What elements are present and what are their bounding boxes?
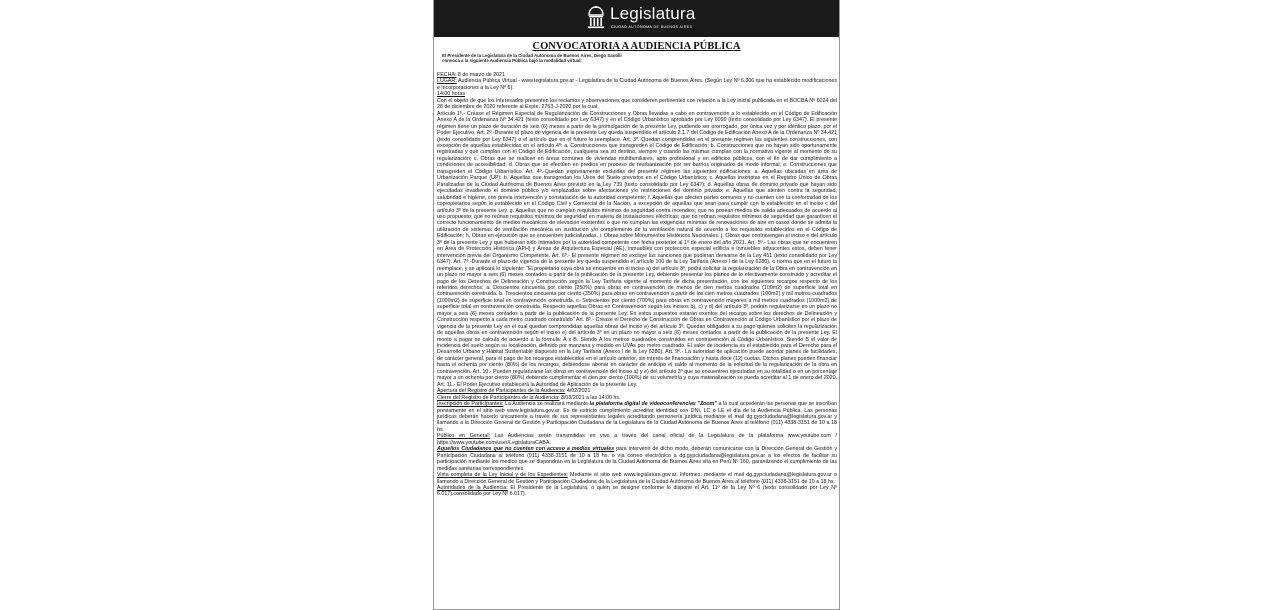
header-banner — [434, 0, 839, 37]
objeto-paragraph: Con el objeto de que los interesados presenten los reclamos y observaciones que consideren pertinentes con relación a la Ley inicial publicada en el BOCBA Nº 6024 del 28 de diciembre de 2020 referente al Expte. 2763-J-2020 por la cual: — [437, 97, 837, 111]
sin-acceso-paragraph — [437, 446, 837, 472]
inscripcion-label: Inscripción de Participantes: — [437, 401, 504, 408]
vista-paragraph — [437, 472, 837, 485]
document-title: CONVOCATORIA A AUDIENCIA PÚBLICA — [532, 41, 741, 52]
logo-wordmark: Legislatura — [610, 4, 696, 23]
lugar-label: LUGAR: — [437, 78, 457, 85]
logo-subtitle: CIUDAD AUTÓNOMA DE BUENOS AIRES — [611, 25, 693, 29]
apertura-label: Apertura del Registro de Participantes de la Audiencia: — [437, 388, 566, 395]
lugar-value: Audiencia Pública Virtual - www.legislatura.gov.ar - Legislatura de la Ciudad Autónoma de Buenos Aires. (Según Ley Nº 6.306 que ha establecido modificaciones e incorporaciones a la Ley Nº 6). — [437, 78, 837, 91]
vista-value: Mediante el sitio web www.legislatura.gov.ar. Informes: mediante el mail dg.gypciudadana@legislatura.gov.ar o llamando a Dirección General de Gestión y Participación Ciudadana de la Legislatura de la Ciudad Autónoma de Buenos Aires al teléfono (011) 4338-3151 de 10 a 18 hs. — [437, 472, 837, 485]
legislature-building-icon — [587, 6, 605, 30]
articulado-paragraph: Artículo 1º.- Créase el Régimen Especial de Regularización de Construcciones y Obras llevadas a cabo en contravención a lo establecido en el Código de Edificación Anexo A de la Ordenanza Nº 34.421 (texto consolidado por Ley 6347) y en el Código Urbanístico aprobado por Ley 6099 (texto consolidado por Ley 6347). El presente régimen tiene un plazo de duración de seis (6) meses a partir de la promulgación de la presente Ley, pudiendo ser prorrogado, por única vez y por idéntico plazo, por el Poder Ejecutivo. Art. 2º.-Durante el plazo de vigencia de la presente Ley queda suspendido el artículo 2.1.7 del Código de Edificación Anexo A de la Ordenanza Nº 34.421 (texto consolidado por Ley 6347) o el artículo que en el futuro lo reemplace. Art. 3º.-Quedan comprendidas en el presente régimen las siguientes construcciones, con excepción de aquellas establecidas en el artículo 4º: a. Construcciones que transgreden el Código de Edificación; b. Construcciones que no hayan sido oportunamente registradas y que cumplan con el Código de Edificación, cualquiera sea su destino, siempre y cuando las mismas cumplan con la normativa vigente al momento de su regularización; c. Obras que se realicen en áreas comunes de viviendas multifamiliares, apto profesional y en edificios públicos, con el fin de dar cumplimiento a condiciones de accesibilidad; d. Obras que se efectúen en predios en proceso de reurbanización por ser barrios originados de modo informal; e. Construcciones que transgreden el Código Urbanístico. Art. 4º.-Quedan expresamente excluidas del presente régimen las siguientes edificaciones: a. Aquellas ubicadas en área de Urbanización Parque (UP); b. Aquellas que transgredan los Usos del Suelo previstos en el Código Urbanístico; c. Aquellas inscriptas en el Registro Único de Obras Paralizadas de la Ciudad Autónoma de Buenos Aires previsto en la Ley 739 (texto consolidado por Ley 6347); d. Aquellas obras de dominio privado que hayan sido ejecutadas invadiendo el dominio público y/o emplazadas sobre afectaciones y/o restricciones del dominio privado; e. Aquellas que atenten contra la seguridad, salubridad e higiene, con previa intervención y constatación de la autoridad competente; f. Aquellas que afecten partes comunes y no cuenten con la conformidad de los copropietarios según lo establecido en el Código Civil y Comercial de la Nación, a excepción de aquellas que sean para cumplir con lo establecido en el inciso c del artículo 3º de la presente Ley. g. Aquellas que no cumplan requisitos mínimos de seguridad contra incendios; que no posean medios de salida adecuados de acuerdo al uso propuesto; que no reúnan requisitos mínimos de seguridad en materia de instalaciones eléctricas; que no reúnan requisitos mínimos de seguridad que garanticen el correcto funcionamiento de medios mecánicos de elevación existentes o que no cumplan las exigencias mínimas de renovaciones de aire en casos donde se admita la utilización de sistemas de ventilación mecánica en sustitución y/o complemento de la ventilación natural de acuerdo a los requisitos establecidos en el Código de Edificación; h. Obras en ejecución que se encuentren judicializadas. i. Obras sobre Monumentos Históricos Nacionales. j. Obras que contravengan el inciso e del artículo 3º de la presente Ley y que hubieran sido intimados por la autoridad competente con fecha posterior al 1º de enero del año 2021. Art. 5º.- Las obras que se encuentren en Área de Protección Histórica (APH) y Áreas de Arquitectura Especial (AE), inmuebles con protección especial edilicia e inmuebles adyacentes estos, deben tener intervención previa del Organismo Competente. Art. 6º.- El presente régimen no excluye las sanciones que pudieran derivarse de la Ley 451 (texto consolidado por Ley 6347). Art. 7º.-Durante el plazo de vigencia de la presente ley queda suspendido el artículo 100 de la Ley Tarifaria (Anexo I de la Ley 6280), o norma que en el futuro la reemplace, y se aplicará lo siguiente: "El propietario cuya obra se encuentre en el inciso a) del artículo 3º, podrá solicitar la regularización de la Obra en contravención en un plazo no mayor a seis (6) meses contados a partir de la publicación de la presente Ley, debiendo presentar los planos de lo efectivamente construido y acreditar el pago de los Derechos de Delineación y Construcción según la Ley Tarifaria vigente al momento de dicha presentación, con los siguientes recargos respecto de los referidos derechos: a. Doscientos cincuenta por ciento (250%) para obras en contravención de menos de cien metros cuadrados (100m2) de superficie total en contravención construida. b. Trescientos cincuenta por ciento (350%) para obras en contravención a partir de los cien metros cuadrados (100m2) y mil metros cuadrados (1000m2) de superficie total en contravención construida. c. Setecientos por ciento (700%) para obras en contravención mayores a mil metros cuadrados (1000m2) de superficie total en contravención construida. Respecto aquellas Obras en Contravención según los incisos b), c) y d) del artículo 3º, podrán regularizarse en un plazo no mayor a seis (6) meses contados a partir de la publicación de la presente Ley. En estos supuestos estarán exentos del recargo sobre los derechos de Delineación y Construcción respecto a cada metro cuadrado construido" Art. 8º.- Créase el Derecho de Construcción de Obras en Contravención al Código Urbanístico por el plazo de vigencia de la presente Ley en el cual quedan comprendidas aquellas obras del inciso e) del artículo 3º. Quedan obligados a su pago quienes soliciten la regularización de aquellas obras en contravención según el inciso e) del artículo 3º en un plazo no mayor a seis (6) meses contados a partir de la publicación de la presente Ley. El monto a pagar se calcula de acuerdo a la fórmula: A x B. Siendo A los metros cuadrados construidos en contravención al Código Urbanístico. Siendo B el valor de incidencia del suelo según su localización, definido por manzana y medido en UVAs por metro cuadrado. El valor de incidencia es el establecido para el Derecho para el Desarrollo Urbano y Hábitat Sustentable dispuesto en la Ley Tarifaria (Anexo I de la Ley 6280). Art. 9º.- La autoridad de aplicación puede acordar planes de facilidades, de carácter general, para el pago de los recargos establecidos en el artículo anterior, sin interés de financiación y hasta doce (12) cuotas. Dichos planes pueden financiar hasta el ochenta por ciento (80%) de los recargos, debiéndose abonar en carácter de anticipo el saldo al momento de la solicitud de la regularización de la obra en contravención. Art. 10.- Pueden regularizarse las obras en contravención del inciso a) y e) del artículo 3º que se encuentren ejecutadas en su totalidad o en un porcentaje mayor a un ochenta por ciento (80%) debiendo cumplimentar el cien por ciento (100%) de su volumetría y cuya materialización se pueda acreditar al 1 de enero del 2020. Art. 11.- El Poder Ejecutivo establecerá la Autoridad de Aplicación de la presente Ley. — [437, 110, 837, 388]
autoridades-label: Autoridades de la Audiencia: — [437, 485, 508, 491]
notice-page — [433, 0, 840, 610]
inscripcion-post: a la cual accederán las personas que se inscriban previamente en el sitio web www.legislatura.gov.ar. Es de estricto cumplimiento acreditar identidad con DNI, LC o LE el día de la Audiencia Pública. Las personas jurídicas deberán hacerlo únicamente a través de sus representantes legales acreditando personería jurídica mediante el mail dg.gypciudadana@legislatura.gov.ar y llamando a la Dirección General de Gestión y Participación Ciudadana de la Legislatura de la Ciudad Autónoma de Buenos Aires al teléfono (011) 4338-3151 de 10 a 18 hs. — [437, 401, 837, 433]
inscripcion-pre: La Audiencia se realizará mediante — [503, 401, 590, 408]
publico-value: Las Audiencias serán transmitidas en vivo a través del canal oficial de la Legislatura de la plataforma www.youtube.com / https://www.youtube.com/user/LegislaturaCABA. — [437, 433, 837, 446]
intro-line-1: El Presidente de la Legislatura de la Ciudad Autónoma de Buenos Aires, Diego Santilli — [442, 53, 622, 58]
intro-block — [442, 53, 692, 64]
fecha-label: FECHA: — [437, 72, 457, 78]
autoridades-paragraph — [437, 485, 837, 498]
autoridades-value: El Presidente de la Legislatura, o quien se designe conforme lo dispone el Art. 11º de la Ley Nº 6 (texto consolidado por Ley Nº 6.017).consolidado por Ley Nº 6.017). — [437, 485, 837, 498]
sin-acceso-label: Aquellos Ciudadanos que no cuenten con acceso a medios virtuales — [437, 446, 615, 453]
lugar-line — [437, 78, 837, 91]
publico-label: Público en General: — [437, 433, 491, 440]
publico-paragraph — [437, 433, 837, 446]
inscripcion-platform: la plataforma digital de videoconferencias "Zoom" — [589, 401, 717, 408]
intro-line-2: convoca a la siguiente Audiencia Pública bajo la modalidad virtual: — [442, 58, 582, 64]
apertura-value: 4/02/2021 — [565, 388, 591, 395]
fecha-value: 8 de marzo de 2021 — [456, 72, 506, 78]
sin-acceso-value: para intervenir de dicho modo, deberán comunicarse con la Dirección General de Gestión y Participación Ciudadana al teléfono (011) 4338-3151 de 10 a 18 hs. o vía correo electrónico a dg.gypciudadana@legislatura.gov.ar a los efectos de facilitar su participación mediante los medios que se dispondrán en la Legislatura de la Ciudad Autónoma de Buenos Aires sita en Perú Nº 160, garantizando el cumplimiento de las medidas sanitarias correspondientes. — [437, 446, 837, 472]
cierre-value: 3/03/2021 a las 14:00 hs. — [559, 394, 621, 401]
hora-value: 14:00 horas — [437, 91, 465, 98]
inscripcion-paragraph — [437, 401, 837, 433]
vista-label: Vista completa de la Ley Inicial y de los Expedientes: — [437, 472, 568, 479]
cierre-label: Cierre del Registro de Participantes de la Audiencia: — [437, 394, 560, 401]
document-body — [437, 72, 837, 498]
